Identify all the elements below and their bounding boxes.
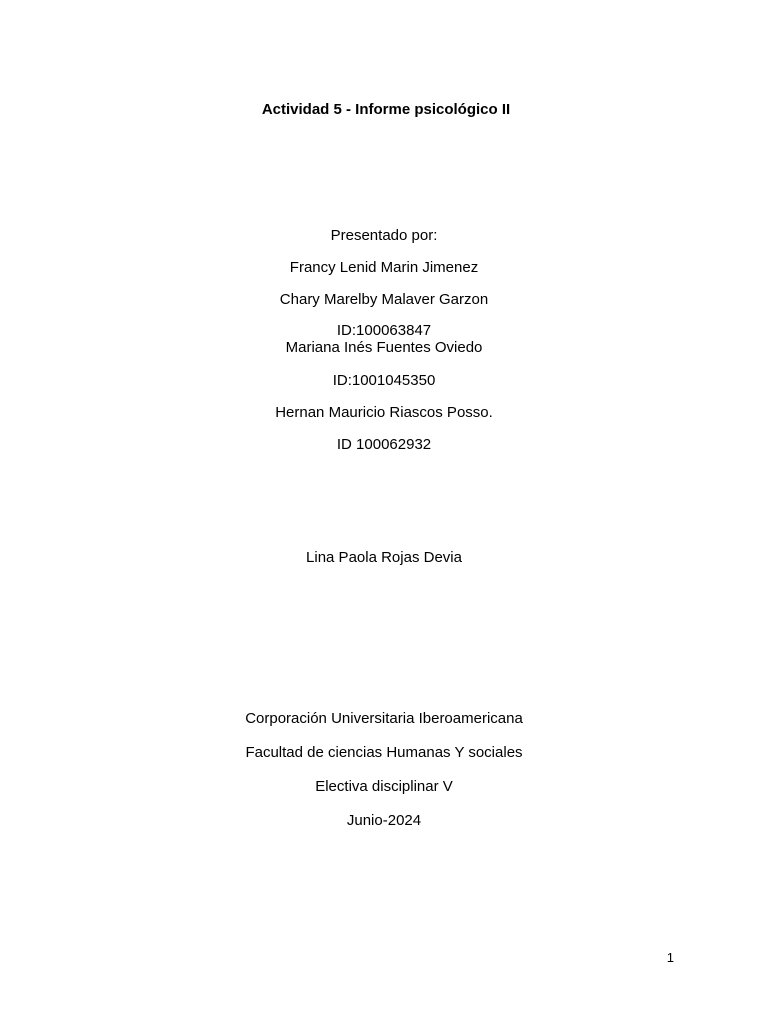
page-number: 1 (666, 950, 674, 965)
document-title: Actividad 5 - Informe psicológico II (261, 101, 511, 118)
faculty-name: Facultad de ciencias Humanas Y sociales (245, 744, 523, 761)
author-name: Mariana Inés Fuentes Oviedo (285, 339, 483, 356)
author-id: ID 100062932 (336, 436, 432, 453)
author-id: ID:100063847 (336, 322, 432, 339)
institution-name: Corporación Universitaria Iberoamericana (245, 710, 523, 727)
author-name: Hernan Mauricio Riascos Posso. (275, 404, 493, 421)
course-name: Electiva disciplinar V (315, 778, 453, 795)
author-id: ID:1001045350 (332, 372, 436, 389)
author-name: Francy Lenid Marin Jimenez (289, 259, 479, 276)
teacher-name: Lina Paola Rojas Devia (306, 549, 462, 566)
document-date: Junio-2024 (346, 812, 422, 829)
author-name: Chary Marelby Malaver Garzon (279, 291, 489, 308)
presented-by-label: Presentado por: (330, 227, 438, 244)
